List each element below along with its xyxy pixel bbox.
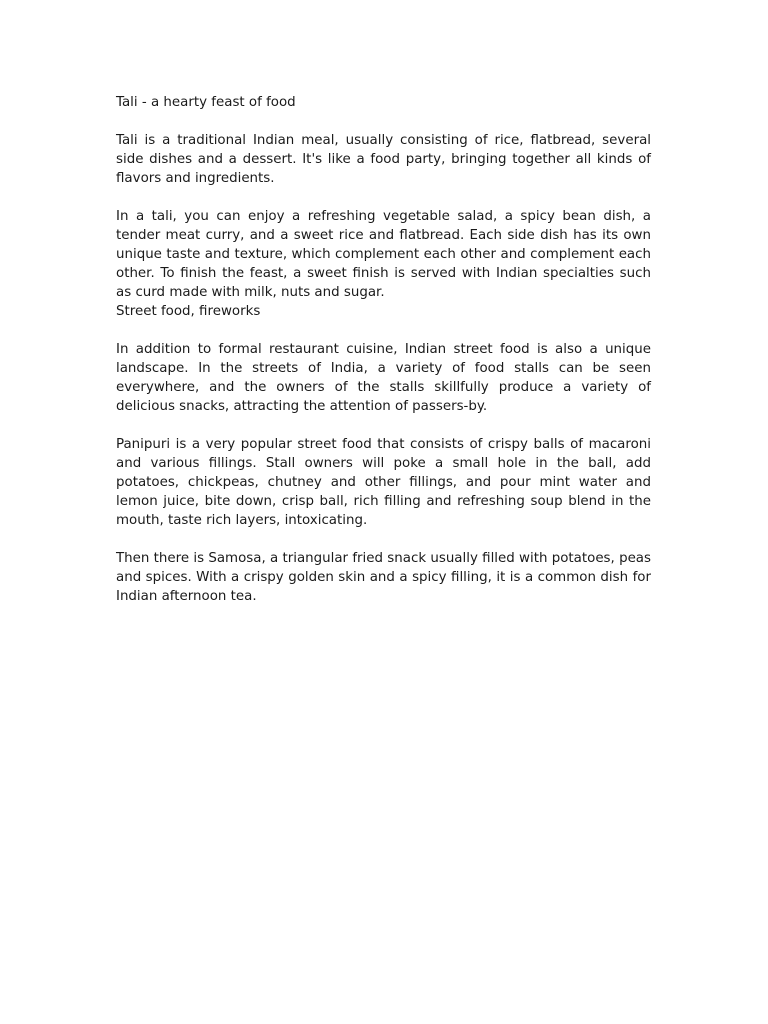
document-page xyxy=(116,93,651,606)
paragraph-panipuri: Panipuri is a very popular street food that consists of crispy balls of macaroni and various fillings. Stall owners will poke a small hole in the ball, add potatoes, chickpeas, chutney and other fillings, and pour mint water and lemon juice, bite down, crisp ball, rich filling and refreshing soup blend in the mouth, taste rich layers, intoxicating. xyxy=(116,437,651,528)
paragraph-tali-dishes: In a tali, you can enjoy a refreshing vegetable salad, a spicy bean dish, a tender meat curry, and a sweet rice and flatbread. Each side dish has its own unique taste and texture, which complement each other and complement each other. To finish the feast, a sweet finish is served with Indian specialties such as curd made with milk, nuts and sugar. xyxy=(116,209,651,300)
paragraph-street-food: In addition to formal restaurant cuisine, Indian street food is also a unique landscape. In the streets of India, a variety of food stalls can be seen everywhere, and the owners of the stalls skillfully produce a variety of delicious snacks, attracting the attention of passers-by. xyxy=(116,342,651,414)
document-title: Tali - a hearty feast of food xyxy=(116,95,296,110)
spacer xyxy=(116,188,651,207)
spacer xyxy=(116,321,651,340)
spacer xyxy=(116,530,651,549)
paragraph-tali-intro: Tali is a traditional Indian meal, usually consisting of rice, flatbread, several side dishes and a dessert. It's like a food party, bringing together all kinds of flavors and ingredients. xyxy=(116,133,651,186)
spacer xyxy=(116,416,651,435)
paragraph-samosa: Then there is Samosa, a triangular fried snack usually filled with potatoes, peas and spices. With a crispy golden skin and a spicy filling, it is a common dish for Indian afternoon tea. xyxy=(116,551,651,604)
section-heading-street-food: Street food, fireworks xyxy=(116,304,261,319)
spacer xyxy=(116,112,651,131)
